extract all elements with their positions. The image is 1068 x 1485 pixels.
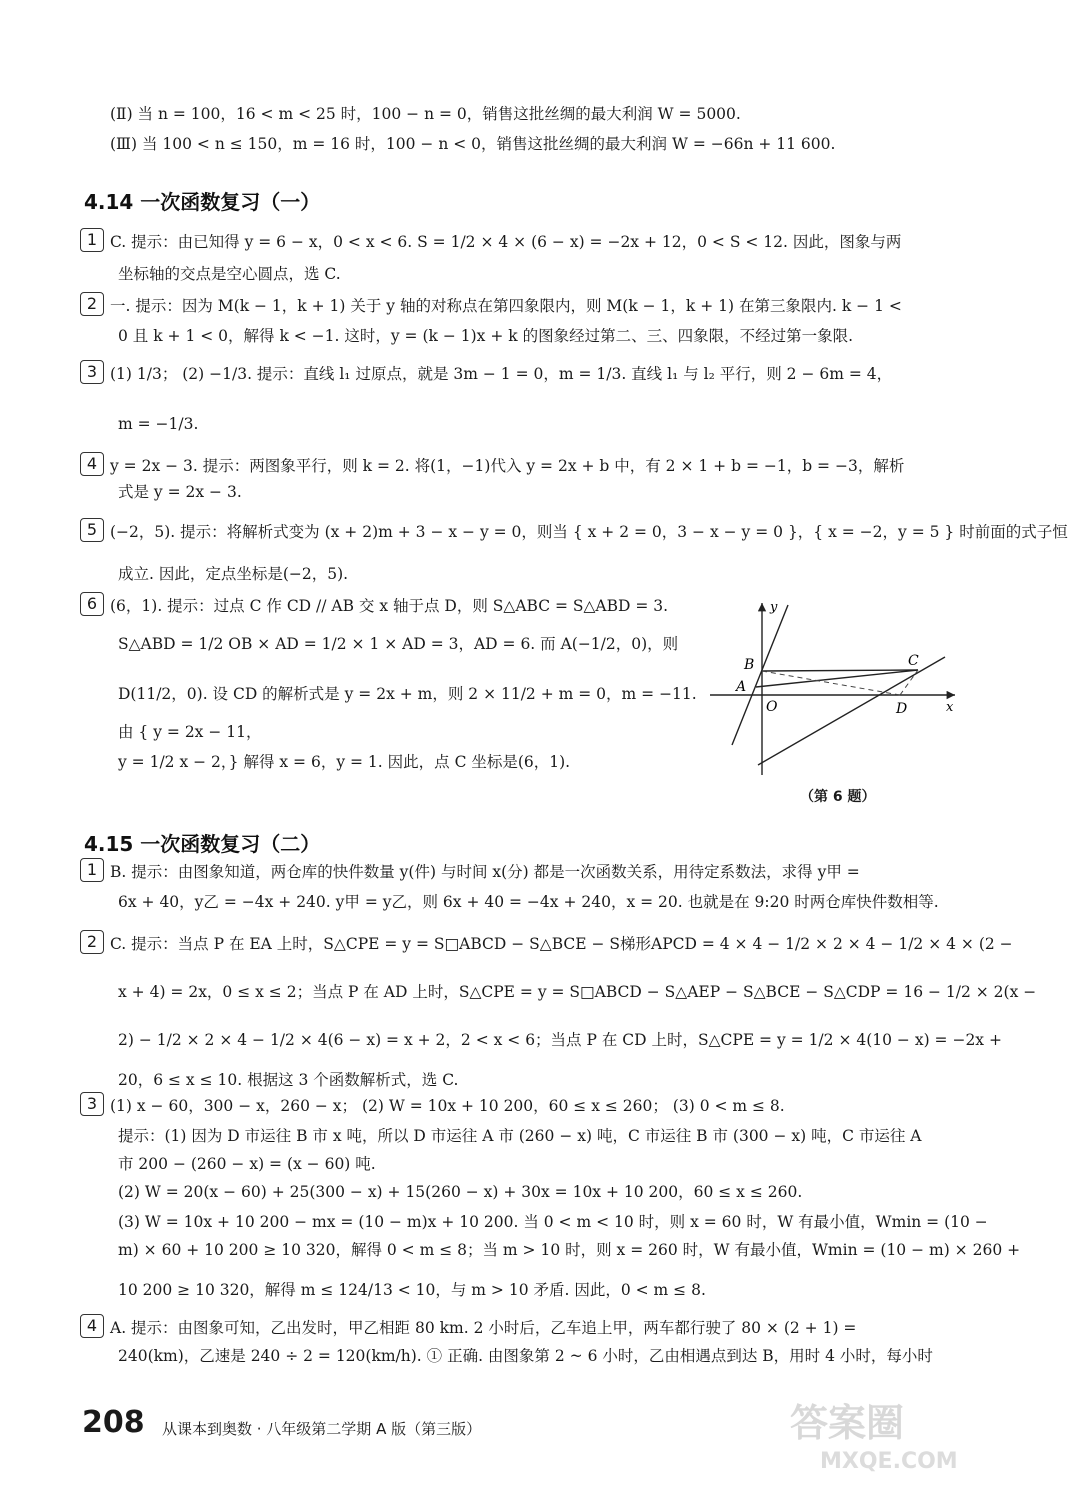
origin-label: O [766, 699, 778, 715]
s415-line: m) × 60 + 10 200 ≥ 10 320，解得 0 < m ≤ 8；当 m > 10 时，则 x = 260 时，W 有最小值，Wmin = (10 − m) × 260 + [118, 1241, 1021, 1259]
s414-line: y = 2x − 3. 提示：两图象平行，则 k = 2. 将(1，−1)代入 y = 2x + b 中，有 2 × 1 + b = −1，b = −3，解析 [110, 457, 905, 475]
s415-line: A. 提示：由图象可知，乙出发时，甲乙相距 80 km. 2 小时后，乙车追上甲，两车都行驶了 80 × (2 + 1) = [110, 1319, 857, 1337]
s415-line: C. 提示：当点 P 在 EA 上时，S△CPE = y = S□ABCD − S△BCE − S梯形APCD = 4 × 4 − 1/2 × 2 × 4 − 1/2 × 4 × (2 − [110, 935, 1013, 953]
question-number: 1 [80, 858, 104, 882]
question-number: 4 [80, 452, 104, 476]
page-number: 208 [82, 1405, 145, 1440]
intro-line-2: (Ⅲ) 当 100 < n ≤ 150，m = 16 时，100 − n < 0，销售这批丝绸的最大利润 W = −66n + 11 600. [110, 135, 836, 153]
point-b-label: B [744, 657, 755, 673]
s414-line: 0 且 k + 1 < 0，解得 k < −1. 这时，y = (k − 1)x + k 的图象经过第二、三、四象限，不经过第一象限. [118, 327, 853, 345]
point-c-label: C [908, 653, 919, 669]
s415-line: 6x + 40，y乙 = −4x + 240. y甲 = y乙，则 6x + 40 = −4x + 240，x = 20. 也就是在 9:20 时两仓库快件数相等. [118, 893, 939, 911]
section-4-14-title: 4.14 一次函数复习（一） [84, 190, 321, 214]
question-number: 2 [80, 930, 104, 954]
svg-text:答案圈: 答案圈 [790, 1401, 905, 1445]
s414-line: 成立. 因此，定点坐标是(−2，5). [118, 565, 349, 583]
s415-line: 市 200 − (260 − x) = (x − 60) 吨. [118, 1155, 376, 1173]
point-a-label: A [736, 679, 747, 695]
s414-line: 式是 y = 2x − 3. [118, 483, 242, 501]
s415-line: 240(km)，乙速是 240 ÷ 2 = 120(km/h). ① 正确. 由图象第 2 ~ 6 小时，乙由相遇点到达 B，用时 4 小时，每小时 [118, 1347, 933, 1365]
x-axis-label: x [946, 700, 954, 715]
s415-line: 10 200 ≥ 10 320，解得 m ≤ 124/13 < 10，与 m > 10 矛盾. 因此，0 < m ≤ 8. [118, 1281, 706, 1299]
intro-line-1: (Ⅱ) 当 n = 100，16 < m < 25 时，100 − n = 0，销售这批丝绸的最大利润 W = 5000. [110, 105, 741, 123]
question-number: 6 [80, 592, 104, 616]
s415-line: (2) W = 20(x − 60) + 25(300 − x) + 15(260 − x) + 30x = 10x + 10 200，60 ≤ x ≤ 260. [118, 1183, 803, 1201]
svg-text:MXQE.COM: MXQE.COM [820, 1449, 958, 1474]
site-watermark-logo [780, 1388, 980, 1478]
point-d-label: D [896, 701, 908, 717]
s415-line: 2) − 1/2 × 2 × 4 − 1/2 × 4(6 − x) = x + 2，2 < x < 6；当点 P 在 CD 上时，S△CPE = y = 1/2 × 4(10 − x) = −2x + [118, 1031, 1002, 1049]
s415-line: 20，6 ≤ x ≤ 10. 根据这 3 个函数解析式，选 C. [118, 1071, 459, 1089]
s414-line: 由 { y = 2x − 11， [118, 723, 262, 741]
y-axis-label: y [770, 600, 778, 615]
s414-line: m = −1/3. [118, 415, 199, 433]
question-number: 1 [80, 228, 104, 252]
figure-caption: （第 6 题） [800, 789, 876, 805]
s415-line: (3) W = 10x + 10 200 − mx = (10 − m)x + 10 200. 当 0 < m < 10 时，则 x = 60 时，W 有最小值，Wmin = (10 − [118, 1213, 988, 1231]
s414-line: C. 提示：由已知得 y = 6 − x，0 < x < 6. S = 1/2 × 4 × (6 − x) = −2x + 12，0 < S < 12. 因此，图象与两 [110, 233, 902, 251]
line-ab [732, 605, 788, 745]
s414-line: D(11/2，0). 设 CD 的解析式是 y = 2x + m，则 2 × 11/2 + m = 0，m = −11. [118, 685, 697, 703]
s414-line: S△ABD = 1/2 OB × AD = 1/2 × 1 × AD = 3，AD = 6. 而 A(−1/2，0)，则 [118, 635, 679, 653]
question-number: 3 [80, 360, 104, 384]
s414-line: y = 1/2 x − 2，} 解得 x = 6，y = 1. 因此，点 C 坐标是(6，1). [118, 753, 571, 771]
s415-line: B. 提示：由图象知道，两仓库的快件数量 y(件) 与时间 x(分) 都是一次函数关系，用待定系数法，求得 y甲 = [110, 863, 860, 881]
s415-line: x + 4) = 2x，0 ≤ x ≤ 2；当点 P 在 AD 上时，S△CPE = y = S□ABCD − S△AEP − S△BCE − S△CDP = 16 − 1/2 × 2(x − [118, 983, 1037, 1001]
line-l2 [758, 657, 945, 765]
s414-line: (6，1). 提示：过点 C 作 CD // AB 交 x 轴于点 D，则 S△ABC = S△ABD = 3. [110, 597, 669, 615]
question-number: 5 [80, 518, 104, 542]
s414-line: (1) 1/3； (2) −1/3. 提示：直线 l₁ 过原点，就是 3m − 1 = 0，m = 1/3. 直线 l₁ 与 l₂ 平行，则 2 − 6m = 4， [110, 365, 893, 383]
question-number: 2 [80, 292, 104, 316]
s414-line: (−2，5). 提示：将解析式变为 (x + 2)m + 3 − x − y = 0，则当 { x + 2 = 0，3 − x − y = 0 }，{ x = −2，y = 5 } 时前面的式子恒 [110, 523, 1068, 541]
question-6-figure [700, 595, 965, 780]
s415-line: 提示：(1) 因为 D 市运往 B 市 x 吨，所以 D 市运往 A 市 (260 − x) 吨，C 市运往 B 市 (300 − x) 吨，C 市运往 A [118, 1127, 922, 1145]
question-number: 4 [80, 1314, 104, 1338]
question-number: 3 [80, 1092, 104, 1116]
section-4-15-title: 4.15 一次函数复习（二） [84, 832, 321, 856]
segment-bc [762, 670, 918, 671]
s415-line: (1) x − 60，300 − x，260 − x； (2) W = 10x + 10 200，60 ≤ x ≤ 260； (3) 0 < m ≤ 8. [110, 1097, 785, 1115]
s414-line: 坐标轴的交点是空心圆点，选 C. [118, 265, 341, 283]
s414-line: 一. 提示：因为 M(k − 1，k + 1) 关于 y 轴的对称点在第四象限内，则 M(k − 1，k + 1) 在第三象限内. k − 1 < [110, 297, 902, 315]
book-title: 从课本到奥数 · 八年级第二学期 A 版（第三版） [162, 1420, 482, 1438]
